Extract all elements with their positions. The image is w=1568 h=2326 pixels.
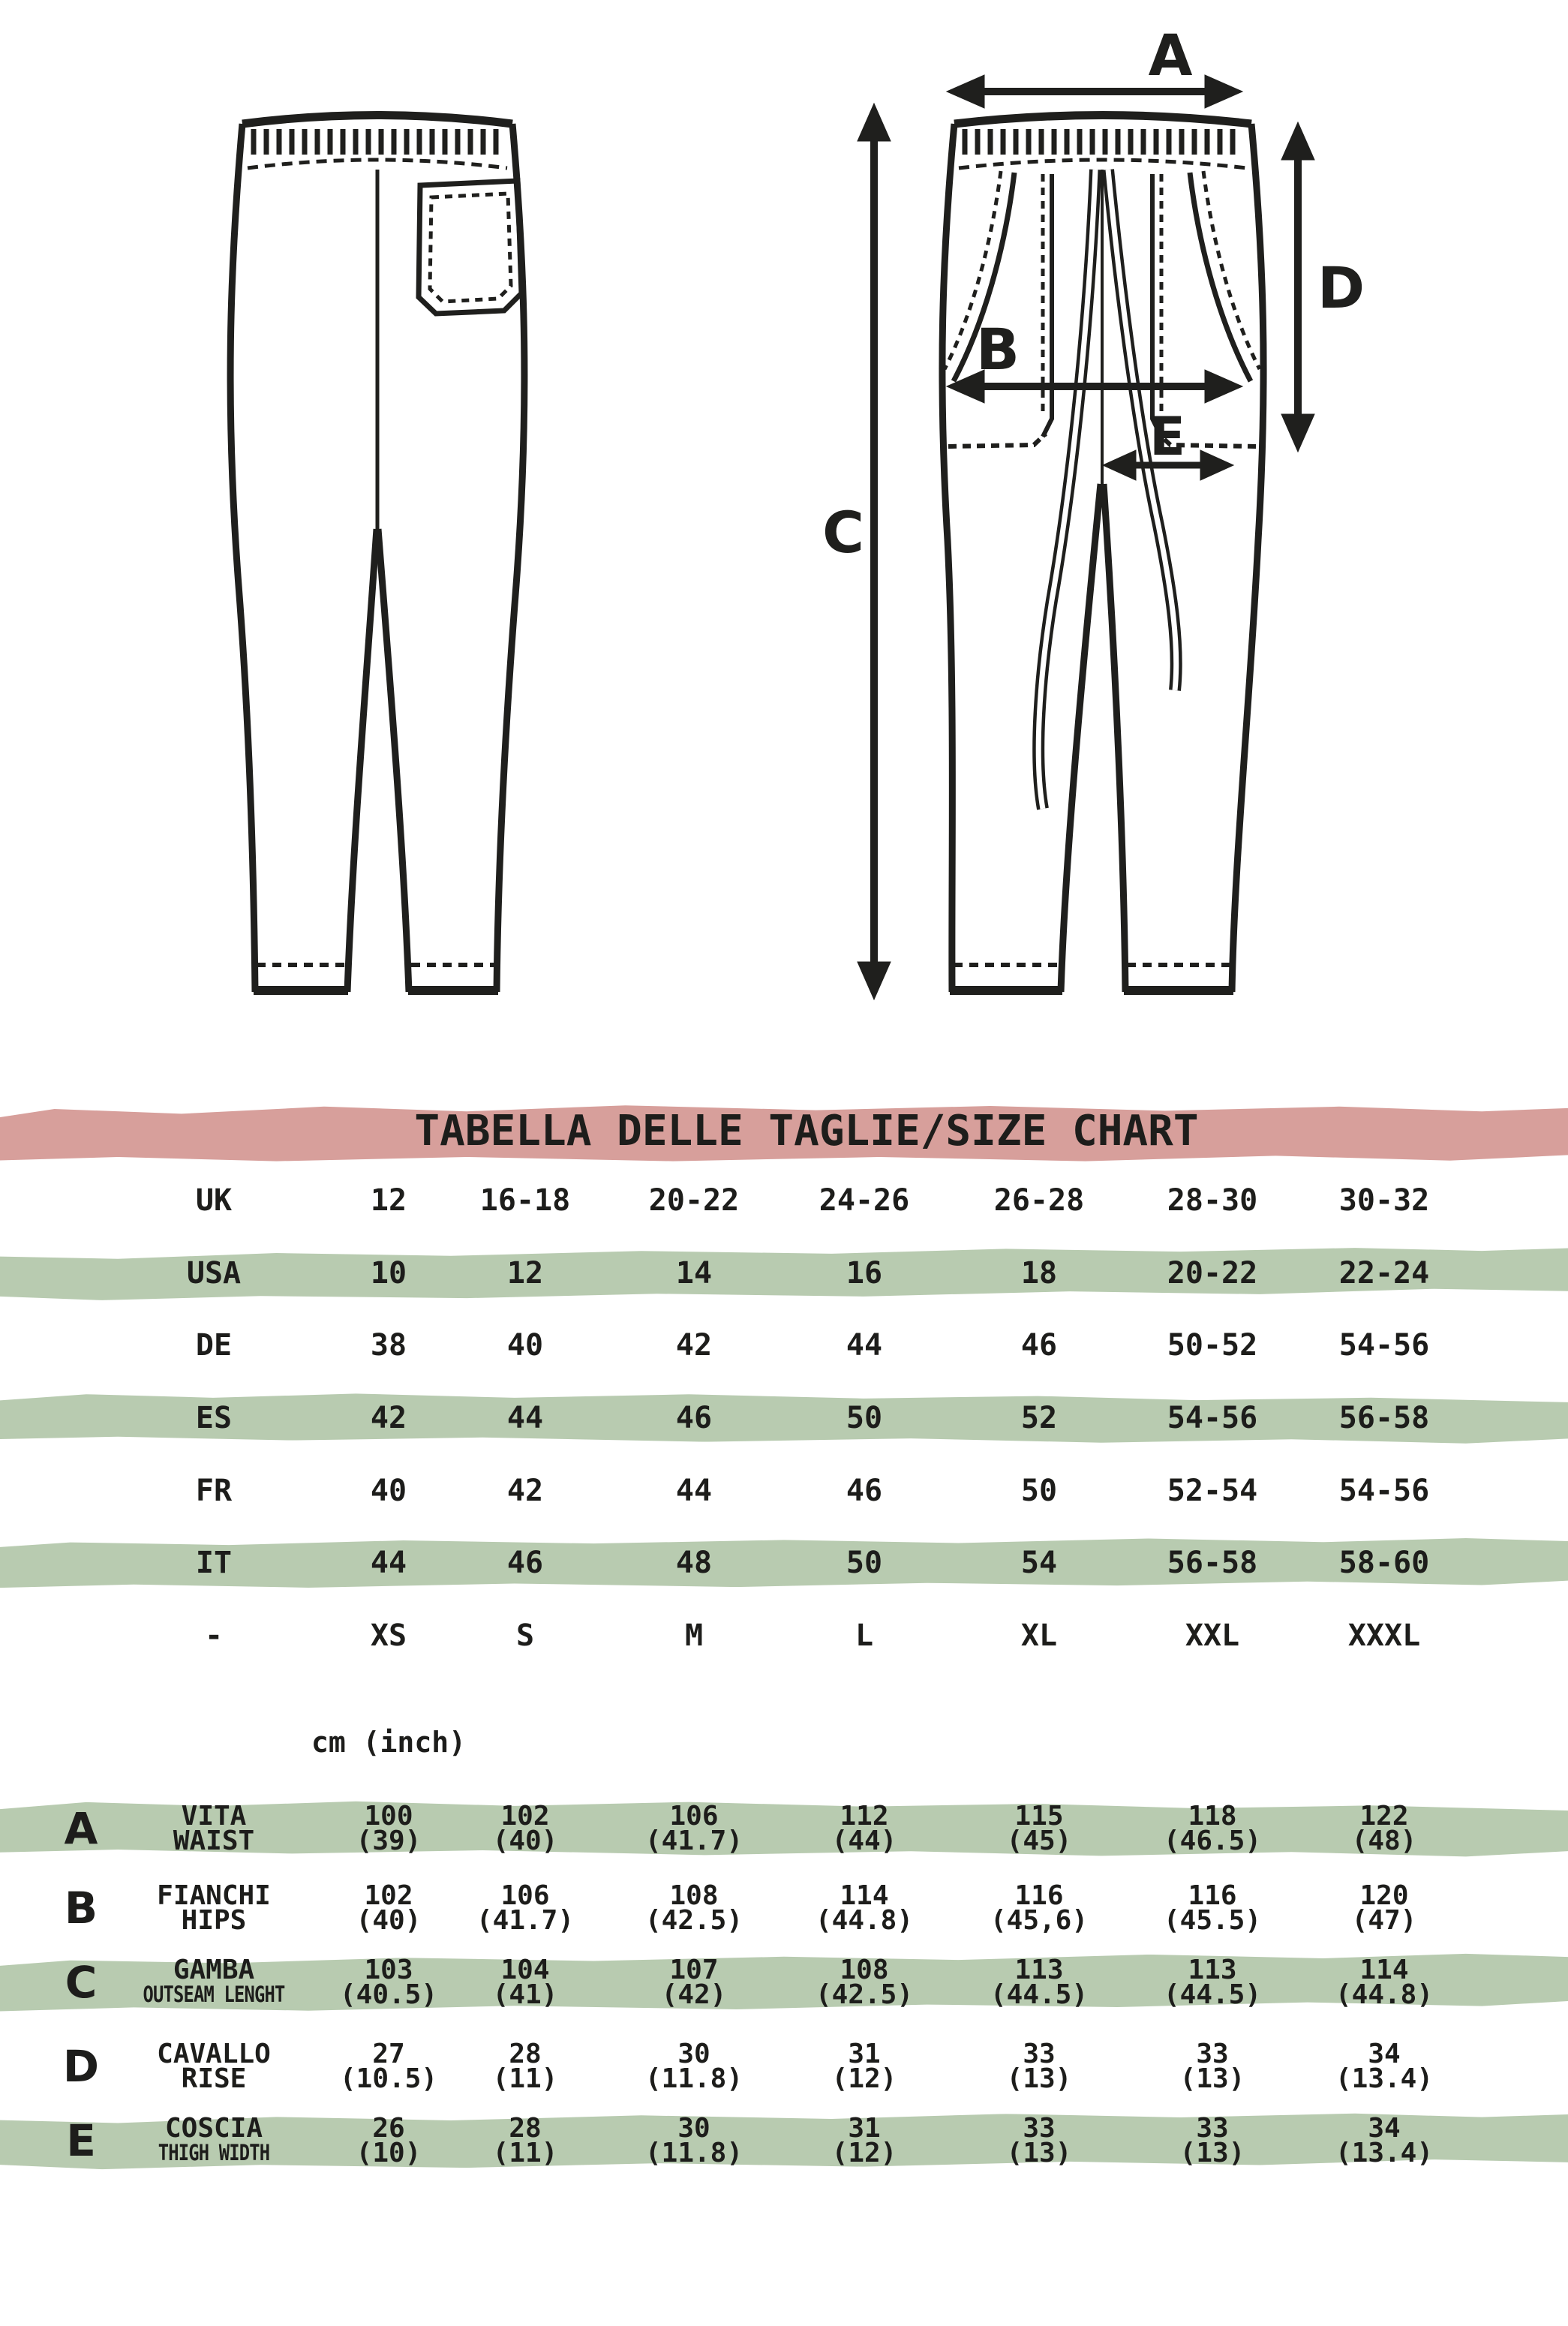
text-line: VITA (181, 1801, 247, 1832)
front-right-pocket-curve (1190, 173, 1251, 381)
units-note: cm (inch) (311, 1726, 466, 1759)
text-line: 112 (840, 1801, 889, 1832)
text-line: (12) (831, 2138, 897, 2168)
text-line: (44.5) (1163, 1979, 1262, 2010)
size-value: 58-60 (1338, 1546, 1430, 1580)
size-value: XS (370, 1618, 407, 1653)
size-value: XXXL (1347, 1618, 1421, 1653)
text-line: (41.7) (476, 1905, 575, 1936)
size-value: 18 (1020, 1256, 1058, 1291)
text-line: 33 (1023, 2039, 1056, 2069)
text-line: FIANCHI (157, 1880, 271, 1911)
measure-label (128, 1955, 300, 2007)
size-value: 52-54 (1167, 1474, 1258, 1508)
back-left-outseam (230, 124, 255, 992)
page-title: TABELLA DELLE TAGLIE/SIZE CHART (414, 1107, 1199, 1155)
measure-value (661, 1955, 727, 2010)
size-value: 50-52 (1167, 1328, 1258, 1363)
measure-value (1006, 1801, 1072, 1856)
measure-value (1163, 1801, 1262, 1856)
text-line: 34 (1368, 2113, 1401, 2144)
text-line: (13) (1179, 2138, 1245, 2168)
text-line: (45) (1006, 1826, 1072, 1856)
text-line: 104 (500, 1955, 550, 1985)
text-line: (44) (831, 1826, 897, 1856)
measure-value (1006, 2113, 1072, 2168)
size-value: 20-22 (1167, 1256, 1258, 1291)
measure-value (644, 2039, 743, 2094)
size-value: XL (1020, 1618, 1058, 1653)
measure-label-e: E (1149, 406, 1185, 467)
measure-value (815, 1880, 914, 1936)
text-line: (48) (1351, 1826, 1417, 1856)
text-line: (11.8) (644, 2138, 743, 2168)
text-line: (13.4) (1335, 2138, 1434, 2168)
measure-label (146, 2113, 281, 2165)
text-line: 27 (372, 2039, 405, 2069)
size-value: 54-56 (1338, 1474, 1430, 1508)
back-pocket-stitch (430, 194, 511, 302)
size-value: 38 (370, 1328, 407, 1363)
text-line: 113 (1188, 1955, 1237, 1985)
text-line: 103 (364, 1955, 413, 1985)
back-waistband-stitch (248, 160, 507, 168)
size-region-label: UK (195, 1183, 233, 1218)
size-region-label: - (204, 1618, 224, 1653)
measure-value (831, 1801, 897, 1856)
text-line: 122 (1359, 1801, 1409, 1832)
text-line: (46.5) (1163, 1826, 1262, 1856)
size-value: L (855, 1618, 874, 1653)
text-line: COSCIA (164, 2113, 263, 2144)
measure-row-d (0, 2038, 1568, 2095)
size-value: 28-30 (1167, 1183, 1258, 1218)
back-left-inseam (347, 529, 377, 992)
size-region-label: IT (195, 1546, 233, 1580)
text-line: 31 (848, 2039, 881, 2069)
size-region-label: DE (195, 1328, 233, 1363)
text-line: (40) (492, 1826, 558, 1856)
size-value: 22-24 (1338, 1256, 1430, 1291)
text-line: (42.5) (815, 1979, 914, 2010)
text-line: 114 (840, 1880, 889, 1911)
size-value: 16 (846, 1256, 883, 1291)
measure-value (1179, 2113, 1245, 2168)
size-row-es (0, 1393, 1568, 1444)
front-waistband-ribbing (965, 129, 1233, 155)
text-line: (47) (1351, 1905, 1417, 1936)
text-line: (44.8) (815, 1905, 914, 1936)
text-line: 33 (1023, 2113, 1056, 2144)
measure-value (356, 1880, 422, 1936)
text-line: 33 (1196, 2039, 1229, 2069)
arrow-d-head-top (1281, 122, 1314, 160)
text-line: (42) (661, 1979, 727, 2010)
text-line: 30 (677, 2039, 710, 2069)
size-value: S (515, 1618, 535, 1653)
text-line: 33 (1196, 2113, 1229, 2144)
text-line: 28 (509, 2113, 542, 2144)
measure-value (990, 1955, 1089, 2010)
text-line: (13) (1006, 2138, 1072, 2168)
size-value: 30-32 (1338, 1183, 1430, 1218)
measure-value (1351, 1801, 1417, 1856)
measure-value (339, 2039, 438, 2094)
front-left-outseam (942, 124, 954, 992)
measure-value (831, 2039, 897, 2094)
text-line: (13) (1179, 2063, 1245, 2094)
size-value: 46 (675, 1401, 713, 1435)
front-waistband-stitch (959, 160, 1247, 168)
text-line: RISE (181, 2063, 247, 2094)
size-row-de (0, 1320, 1568, 1371)
measure-row-b (0, 1880, 1568, 1937)
text-line: 116 (1188, 1880, 1237, 1911)
size-value: 50 (846, 1546, 883, 1580)
size-value: M (684, 1618, 704, 1653)
size-value: 54-56 (1167, 1401, 1258, 1435)
text-line: 102 (500, 1801, 550, 1832)
measure-value (990, 1880, 1089, 1936)
size-value: 16-18 (479, 1183, 571, 1218)
text-line: 118 (1188, 1801, 1237, 1832)
text-line: 120 (1359, 1880, 1409, 1911)
measure-letter: C (65, 1957, 98, 2008)
measure-value (815, 1955, 914, 2010)
measure-value (339, 1955, 438, 2010)
measure-value (1163, 1880, 1262, 1936)
text-line: 28 (509, 2039, 542, 2069)
text-line: 30 (677, 2113, 710, 2144)
measure-value (1006, 2039, 1072, 2094)
measure-letter: B (64, 1883, 98, 1934)
size-value: 46 (1020, 1328, 1058, 1363)
text-line: (41.7) (644, 1826, 743, 1856)
measure-label (157, 1880, 271, 1936)
text-line: (39) (356, 1826, 422, 1856)
size-value: 12 (506, 1256, 544, 1291)
size-value: 44 (506, 1401, 544, 1435)
size-region-label: FR (195, 1474, 233, 1508)
text-line: 31 (848, 2113, 881, 2144)
size-value: 12 (370, 1183, 407, 1218)
size-value: 50 (846, 1401, 883, 1435)
text-line: (13.4) (1335, 2063, 1434, 2094)
size-value: 14 (675, 1256, 713, 1291)
size-value: XXL (1185, 1618, 1240, 1653)
measure-value (1335, 2113, 1434, 2168)
arrow-c-head-bottom (858, 962, 891, 999)
size-value: 48 (675, 1546, 713, 1580)
text-line: (11) (492, 2138, 558, 2168)
measure-value (356, 1801, 422, 1856)
text-line: (45,6) (990, 1905, 1089, 1936)
front-right-outseam (1232, 124, 1263, 992)
measure-row-e (0, 2112, 1568, 2169)
text-line: OUTSEAM LENGHT (143, 1982, 285, 2007)
text-line: 100 (364, 1801, 413, 1832)
front-waistband-top (954, 116, 1251, 125)
arrow-e-head-right (1200, 450, 1233, 480)
size-value: 40 (370, 1474, 407, 1508)
arrow-b-head-right (1205, 370, 1242, 403)
text-line: (10.5) (339, 2063, 438, 2094)
back-right-inseam (378, 529, 409, 992)
front-left-inseam (1061, 484, 1101, 992)
text-line: 113 (1014, 1955, 1064, 1985)
text-line: 116 (1014, 1880, 1064, 1911)
back-waistband-top (242, 116, 512, 125)
measure-letter: A (64, 1803, 98, 1854)
arrow-a-head-left (947, 75, 984, 108)
measure-value (1179, 2039, 1245, 2094)
measure-value (492, 1801, 558, 1856)
size-value: 42 (506, 1474, 544, 1508)
size-value: 20-22 (648, 1183, 740, 1218)
text-line: (11) (492, 2063, 558, 2094)
size-value: 54-56 (1338, 1328, 1430, 1363)
measure-value (492, 1955, 558, 2010)
size-row-fr (0, 1465, 1568, 1516)
size-row-- (0, 1610, 1568, 1661)
text-line: 115 (1014, 1801, 1064, 1832)
size-value: 42 (370, 1401, 407, 1435)
front-right-inseam (1104, 484, 1125, 992)
size-region-label: USA (186, 1256, 242, 1291)
measure-label-c: C (822, 499, 864, 566)
text-line: 102 (364, 1880, 413, 1911)
text-line: 34 (1368, 2039, 1401, 2069)
text-line: 108 (669, 1880, 719, 1911)
text-line: (45.5) (1163, 1905, 1262, 1936)
arrow-e-head-left (1103, 450, 1136, 480)
measure-row-c (0, 1954, 1568, 2011)
back-waistband-ribbing (254, 129, 496, 155)
back-pocket (419, 181, 521, 314)
size-value: 54 (1020, 1546, 1058, 1580)
measure-label-b: B (976, 316, 1020, 383)
size-value: 44 (846, 1328, 883, 1363)
text-line: (40) (356, 1905, 422, 1936)
pants-front-drawing (942, 116, 1263, 993)
size-value: 56-58 (1338, 1401, 1430, 1435)
text-line: CAVALLO (157, 2039, 271, 2069)
measure-value (476, 1880, 575, 1936)
measure-label (173, 1801, 255, 1856)
measure-row-a (0, 1800, 1568, 1857)
text-line: (11.8) (644, 2063, 743, 2094)
size-value: 44 (675, 1474, 713, 1508)
measure-value (644, 2113, 743, 2168)
size-value: 46 (846, 1474, 883, 1508)
measure-value (1335, 2039, 1434, 2094)
text-line: WAIST (173, 1826, 255, 1856)
size-region-label: ES (195, 1401, 233, 1435)
measure-value (492, 2113, 558, 2168)
measure-letter: D (62, 2041, 100, 2092)
measure-letter: E (66, 2115, 96, 2166)
size-value: 56-58 (1167, 1546, 1258, 1580)
measure-label (157, 2039, 271, 2094)
text-line: (10) (356, 2138, 422, 2168)
text-line: (13) (1006, 2063, 1072, 2094)
text-line: 106 (669, 1801, 719, 1832)
size-value: 44 (370, 1546, 407, 1580)
text-line: (40.5) (339, 1979, 438, 2010)
measure-value (492, 2039, 558, 2094)
measure-value (1335, 1955, 1434, 2010)
text-line: 108 (840, 1955, 889, 1985)
pants-back-drawing (230, 116, 524, 993)
measure-value (831, 2113, 897, 2168)
size-value: 50 (1020, 1474, 1058, 1508)
text-line: (44.8) (1335, 1979, 1434, 2010)
text-line: THIGH WIDTH (158, 2140, 270, 2165)
text-line: (42.5) (644, 1905, 743, 1936)
arrow-a-head-right (1205, 75, 1242, 108)
measure-value (644, 1880, 743, 1936)
arrow-c-head-top (858, 104, 891, 141)
measure-arrows (858, 75, 1314, 999)
size-value: 52 (1020, 1401, 1058, 1435)
text-line: GAMBA (173, 1955, 255, 1985)
size-value: 42 (675, 1328, 713, 1363)
measure-value (644, 1801, 743, 1856)
text-line: HIPS (181, 1905, 247, 1936)
text-line: 107 (669, 1955, 719, 1985)
size-row-it (0, 1537, 1568, 1588)
size-value: 46 (506, 1546, 544, 1580)
text-line: 106 (500, 1880, 550, 1911)
measure-value (1163, 1955, 1262, 2010)
size-value: 26-28 (993, 1183, 1085, 1218)
arrow-d-head-bottom (1281, 414, 1314, 452)
text-line: (41) (492, 1979, 558, 2010)
measure-value (1351, 1880, 1417, 1936)
text-line: (44.5) (990, 1979, 1089, 2010)
text-line: (12) (831, 2063, 897, 2094)
measure-value (356, 2113, 422, 2168)
measure-label-d: D (1317, 254, 1365, 321)
text-line: 26 (372, 2113, 405, 2144)
size-value: 24-26 (819, 1183, 910, 1218)
pants-diagram (0, 0, 1568, 1088)
front-left-pocket-bottom (948, 434, 1046, 446)
size-row-uk (0, 1175, 1568, 1226)
text-line: 114 (1359, 1955, 1409, 1985)
size-row-usa (0, 1248, 1568, 1299)
size-value: 10 (370, 1256, 407, 1291)
size-value: 40 (506, 1328, 544, 1363)
measure-label-a: A (1148, 22, 1193, 89)
